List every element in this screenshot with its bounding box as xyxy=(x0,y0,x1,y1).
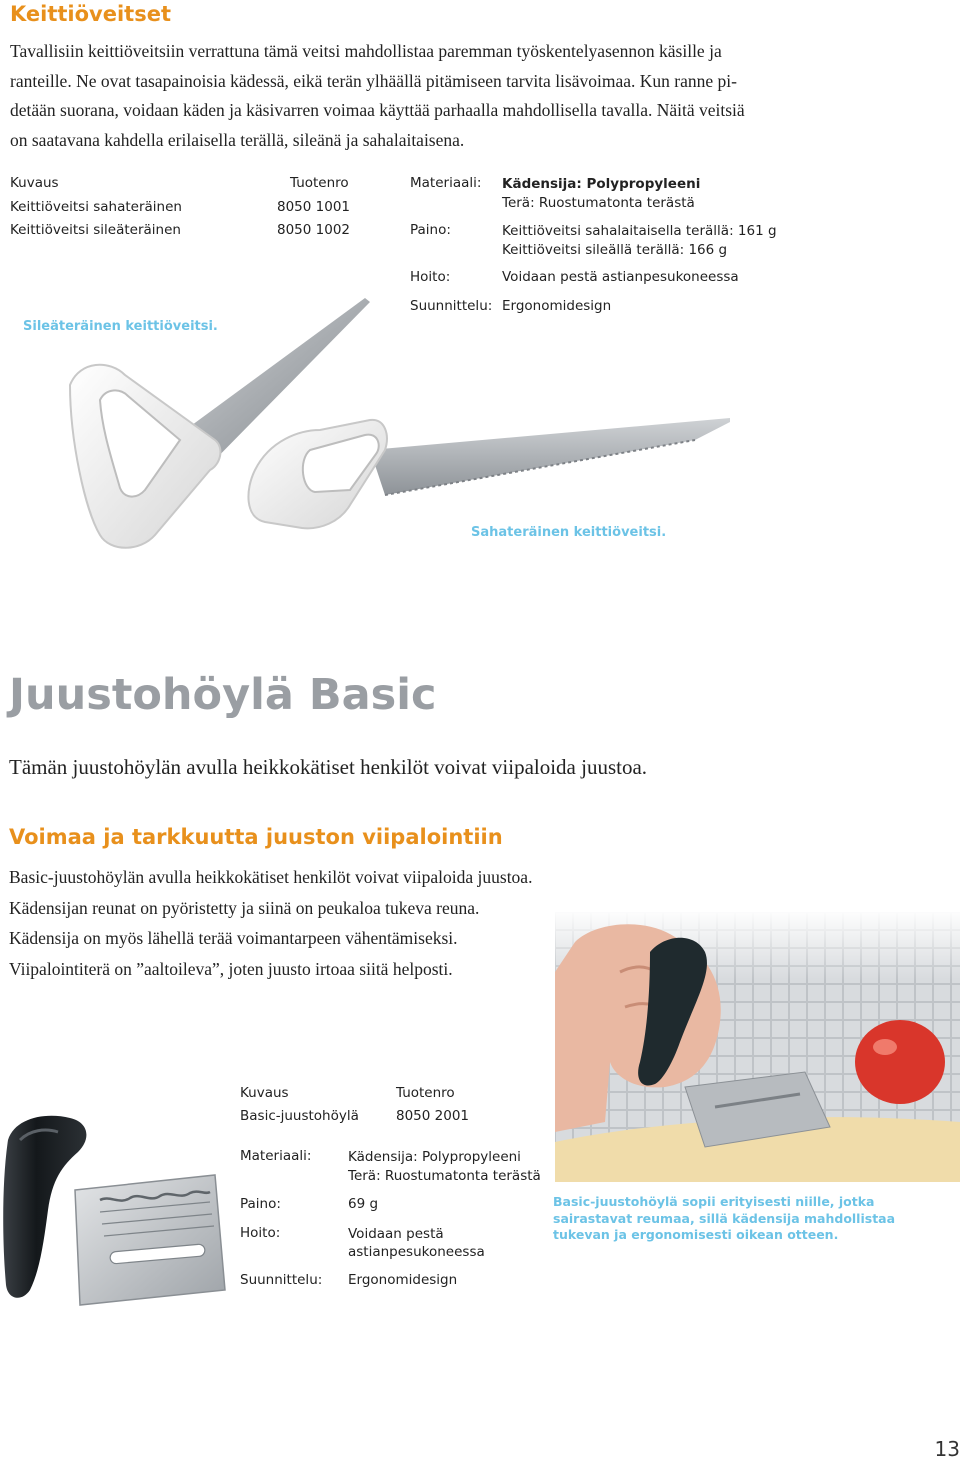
note-line: sairastavat reumaa, sillä kädensija mahdollistaa xyxy=(553,1210,896,1226)
spec-label-weight: Paino: xyxy=(410,222,451,238)
spec-line: Keittiöveitsi sileällä terällä: 166 g xyxy=(502,242,728,258)
table-row-desc: Keittiöveitsi sileäteräinen xyxy=(10,222,181,238)
cheese-subtitle: Voimaa ja tarkkuutta juuston viipalointiin xyxy=(9,825,503,849)
section-title-cheese-slicer: Juustohöylä Basic xyxy=(9,670,437,720)
body-line: Kädensija on myös lähellä terää voimantarpeen vähentämiseksi. xyxy=(9,928,458,948)
intro-line: ranteille. Ne ovat tasapainoisia kädessä, eikä terän ylhäällä pitämiseen tarvita lisävoimaa. Kun ranne pi- xyxy=(10,70,737,91)
spec-line: Keittiöveitsi sahalaitaisella terällä: 161 g xyxy=(502,223,777,239)
body-line: Kädensijan reunat on pyöristetty ja siinä on peukaloa tukeva reuna. xyxy=(9,897,480,918)
table-row-desc: Keittiöveitsi sahateräinen xyxy=(10,199,182,215)
cheese-slicer-image xyxy=(0,1100,230,1330)
spec-line: astianpesukoneessa xyxy=(348,1244,485,1260)
spec-line: Voidaan pestä xyxy=(348,1226,444,1242)
knives-intro xyxy=(10,37,950,155)
spec-value-care: Voidaan pestä astianpesukoneessa xyxy=(502,269,739,285)
spec-value-material xyxy=(502,175,700,213)
section-title-knives: Keittiöveitset xyxy=(10,2,171,26)
spec-value-care xyxy=(348,1225,485,1261)
cheese-side-note xyxy=(553,1194,895,1244)
intro-line: on saatavana kahdella erilaisella terällä, sileänä ja sahalaitaisena. xyxy=(10,129,465,150)
table-row-code: 8050 1001 xyxy=(277,199,351,215)
spec-line: Kädensija: Polypropyleeni xyxy=(502,176,701,192)
table-row-desc: Basic-juustohöylä xyxy=(240,1108,359,1124)
note-line: tukevan ja ergonomisesti oikean otteen. xyxy=(553,1227,839,1242)
spec-value-weight: 69 g xyxy=(348,1196,379,1212)
table-row-code: 8050 2001 xyxy=(396,1108,470,1124)
spec-value-material xyxy=(348,1148,541,1186)
note-line: Basic-juustohöylä sopii erityisesti niille, jotka xyxy=(553,1194,875,1209)
spec-value-weight xyxy=(502,222,777,260)
spec-label-care: Hoito: xyxy=(240,1225,281,1241)
spec-value-design: Ergonomidesign xyxy=(348,1272,458,1288)
intro-line: detään suorana, voidaan käden ja käsivarren voimaa käyttää parhaalla mahdollisella tavalla. Näitä veitsiä xyxy=(10,100,745,120)
spec-value-design: Ergonomidesign xyxy=(502,298,612,314)
cheese-lead: Tämän juustohöylän avulla heikkokätiset henkilöt voivat viipaloida juustoa. xyxy=(9,755,648,779)
intro-line: Tavallisiin keittiöveitsiin verrattuna tämä veitsi mahdollistaa paremman työskentelyasennon käsille ja xyxy=(10,41,722,61)
table-row-code: 8050 1002 xyxy=(277,222,351,238)
spec-label-material: Materiaali: xyxy=(240,1148,312,1164)
table-header-description: Kuvaus xyxy=(240,1085,289,1101)
spec-label-weight: Paino: xyxy=(240,1196,281,1212)
cheese-slicer-in-hand-image xyxy=(555,912,960,1182)
spec-label-material: Materiaali: xyxy=(410,175,482,191)
caption-serrated-knife: Sahateräinen keittiöveitsi. xyxy=(471,525,667,540)
page-number: 13 xyxy=(934,1437,960,1461)
table-header-description: Kuvaus xyxy=(10,175,59,191)
spec-label-design: Suunnittelu: xyxy=(410,298,493,314)
spec-label-design: Suunnittelu: xyxy=(240,1272,323,1288)
table-header-code: Tuotenro xyxy=(396,1085,455,1101)
caption-smooth-knife: Sileäteräinen keittiöveitsi. xyxy=(23,319,218,334)
spec-line: Kädensija: Polypropyleeni xyxy=(348,1149,521,1165)
table-header-code: Tuotenro xyxy=(290,175,349,191)
spec-label-care: Hoito: xyxy=(410,269,451,285)
body-line: Basic-juustohöylän avulla heikkokätiset henkilöt voivat viipaloida juustoa. xyxy=(9,867,533,887)
cheese-body xyxy=(9,862,609,984)
body-line: Viipalointiterä on ”aaltoileva”, joten juusto irtoaa siitä helposti. xyxy=(9,958,453,979)
spec-line: Terä: Ruostumatonta terästä xyxy=(502,195,695,211)
spec-line: Terä: Ruostumatonta terästä xyxy=(348,1168,541,1184)
